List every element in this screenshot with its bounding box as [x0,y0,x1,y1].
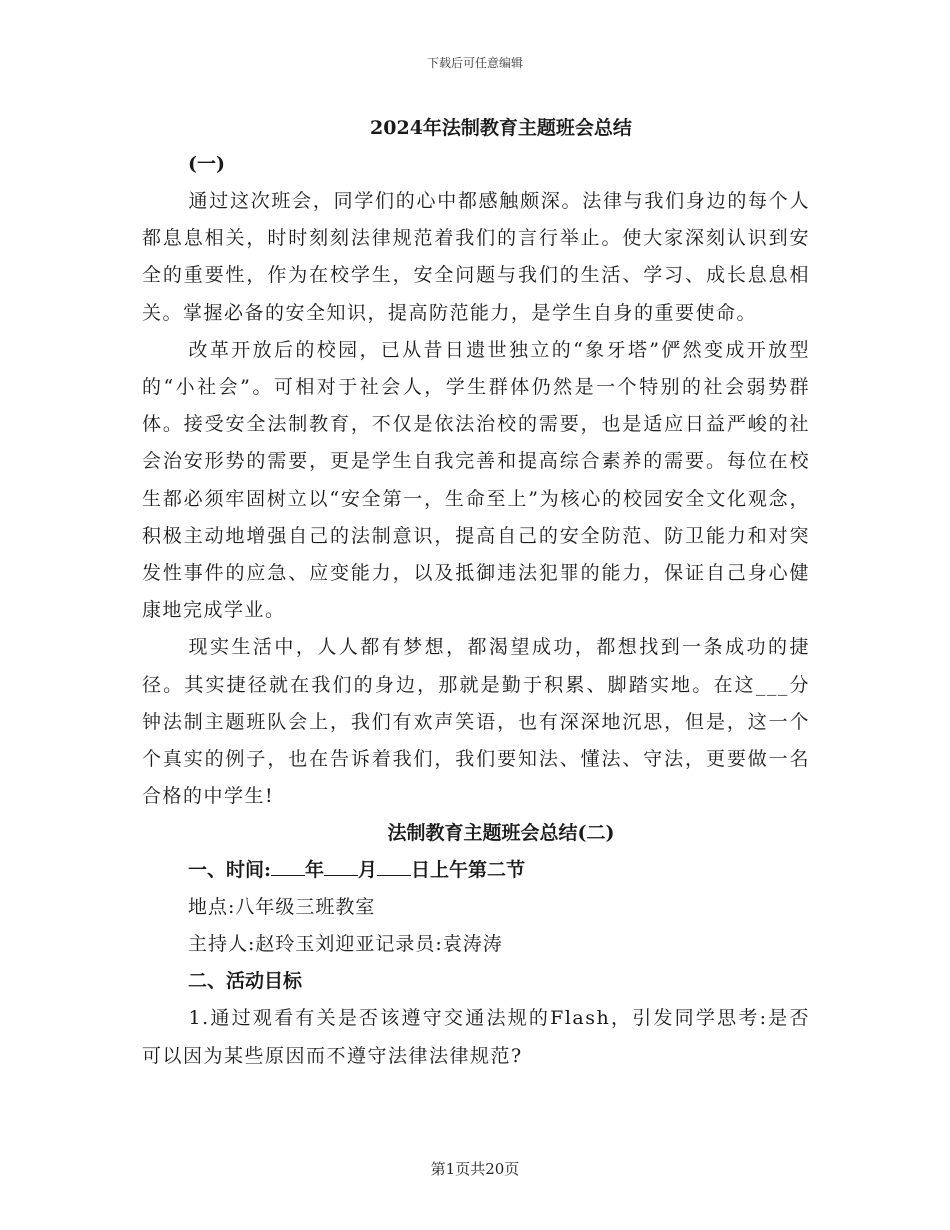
host-line: 主持人:赵玲玉刘迎亚记录员:袁涛涛 [188,933,503,956]
section-label-1: (一) [188,153,225,175]
paragraph-3: 现实生活中，人人都有梦想，都渴望成功，都想找到一条成功的捷径。其实捷径就在我们的身边，那就是勤于积累、脚踏实地。在这___分钟法制主题班队会上，我们有欢声笑语，也有深深地沉思，但是，这一个个真实的例子，也在告诉着我们，我们要知法、懂法、守法，更要做一名合格的中学生! [142,636,810,808]
goal-1: 1.通过观看有关是否该遵守交通法规的Flash，引发同学思考:是否可以因为某些原因而不遵守法律法律规范? [142,1007,810,1067]
goals-heading: 二、活动目标 [188,970,303,993]
time-day-suffix: 日上午第二节 [411,859,526,882]
day-blank [377,857,411,876]
header-note: 下载后可任意编辑 [426,56,523,70]
year-blank [271,857,305,876]
time-prefix: 一、时间: [188,859,272,882]
document-body [142,110,810,1075]
section-subtitle: 法制教育主题班会总结(二) [387,822,615,845]
time-line [142,852,810,889]
location-line: 地点:八年级三班教室 [188,896,376,919]
month-blank [324,857,358,876]
paragraph-1: 通过这次班会，同学们的心中都感触颇深。法律与我们身边的每个人都息息相关，时时刻刻法律规范着我们的言行举止。使大家深刻认识到安全的重要性，作为在校学生，安全问题与我们的生活、学习、成长息息相关。掌握必备的安全知识，提高防范能力，是学生自身的重要使命。 [142,190,810,324]
time-month: 月 [358,859,378,882]
document-title: 2024年法制教育主题班会总结 [370,117,632,139]
page-footer: 第1页共20页 [430,1160,520,1178]
time-year: 年 [305,859,325,882]
paragraph-2: 改革开放后的校园，已从昔日遗世独立的“象牙塔”俨然变成开放型的“小社会”。可相对于社会人，学生群体仍然是一个特别的社会弱势群体。接受安全法制教育，不仅是依法治校的需要，也是适应日益严峻的社会治安形势的需要，更是学生自我完善和提高综合素养的需要。每位在校生都必须牢固树立以“安全第一，生命至上”为核心的校园安全文化观念，积极主动地增强自己的法制意识，提高自己的安全防范、防卫能力和对突发性事件的应急、应变能力，以及抵御违法犯罪的能力，保证自己身心健康地完成学业。 [142,338,810,622]
